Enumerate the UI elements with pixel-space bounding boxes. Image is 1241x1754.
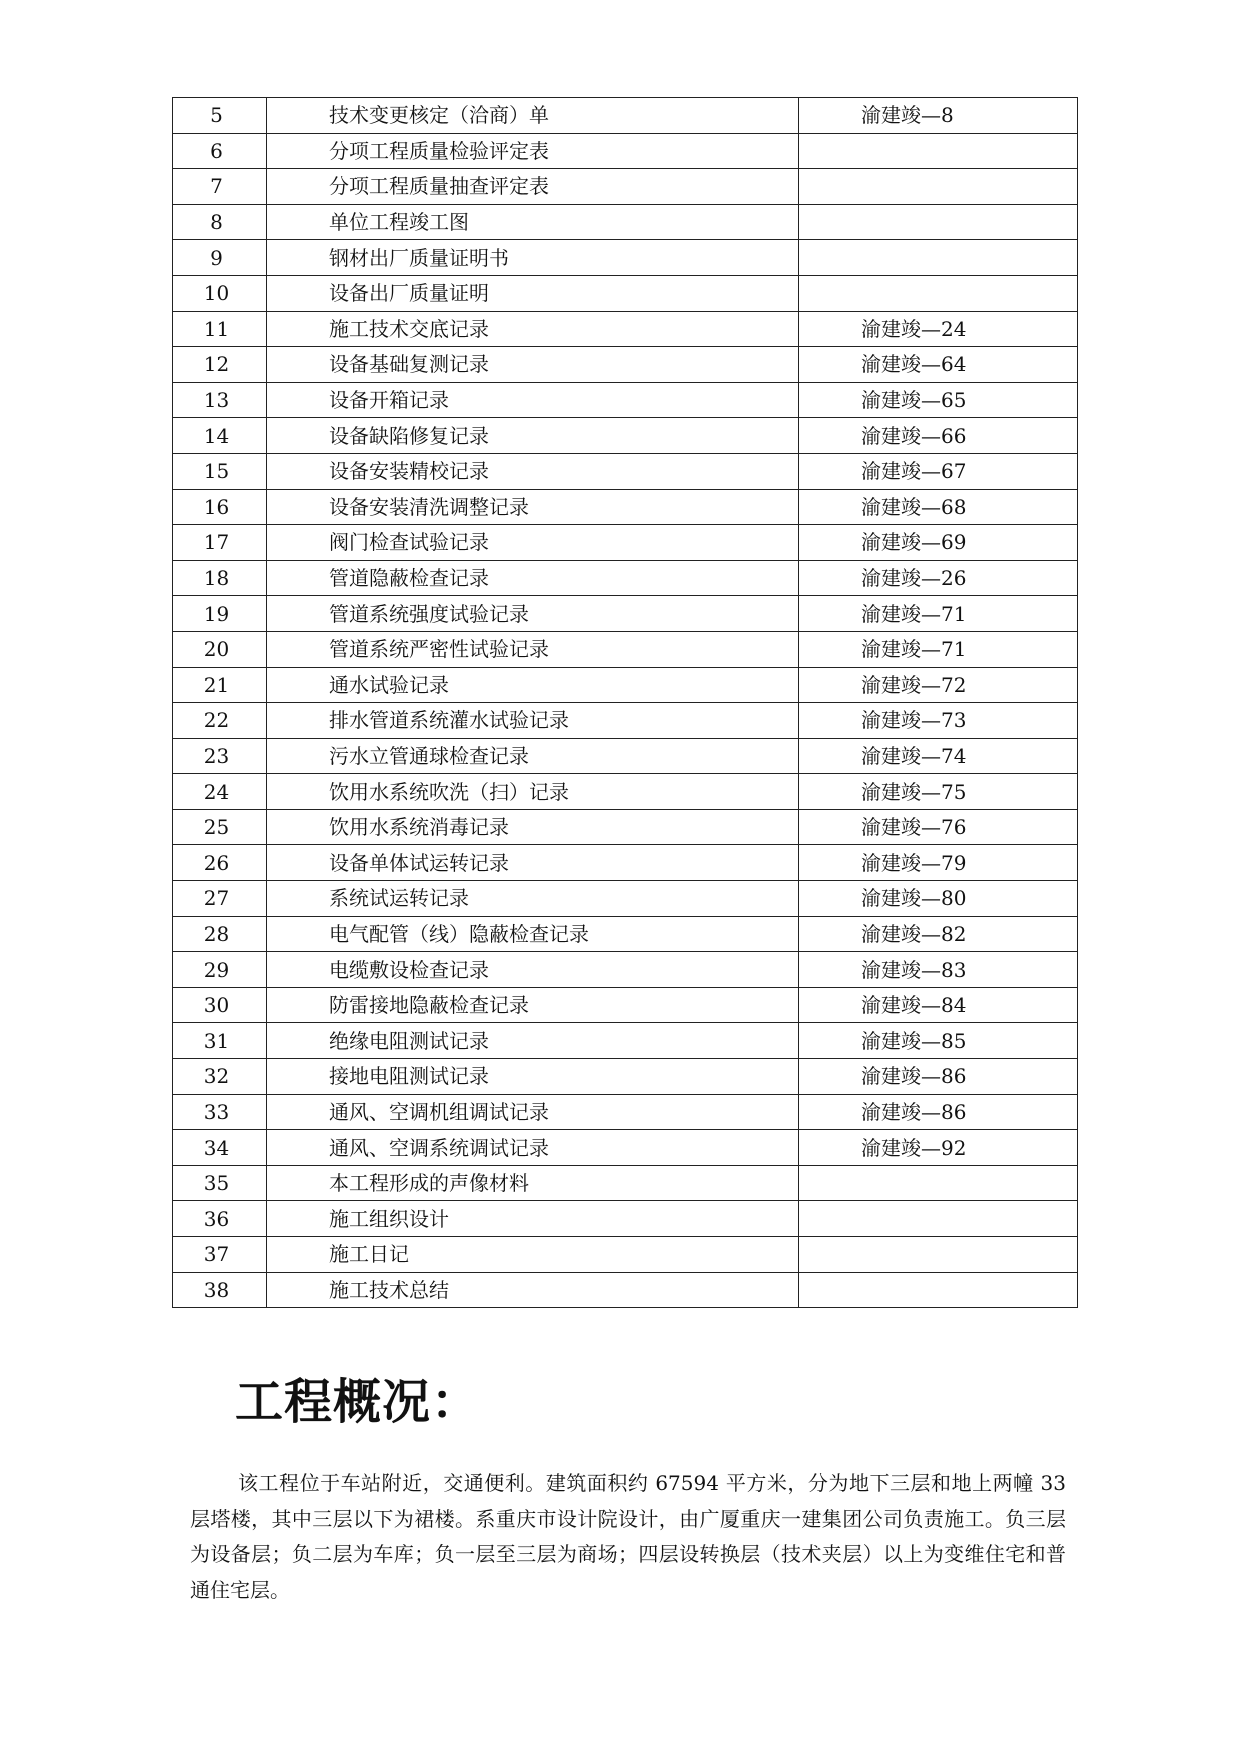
- record-name: 接地电阻测试记录: [267, 1059, 799, 1095]
- row-number: 13: [173, 382, 267, 418]
- form-code: 渝建竣—86: [799, 1094, 1078, 1130]
- form-code: [799, 1237, 1078, 1273]
- form-code: 渝建竣—86: [799, 1059, 1078, 1095]
- record-name: 设备缺陷修复记录: [267, 418, 799, 454]
- table-row: [173, 418, 1078, 454]
- row-number: 29: [173, 952, 267, 988]
- record-name: 排水管道系统灌水试验记录: [267, 703, 799, 739]
- row-number: 36: [173, 1201, 267, 1237]
- form-code: [799, 204, 1078, 240]
- table-row: [173, 489, 1078, 525]
- form-code: 渝建竣—80: [799, 881, 1078, 917]
- record-name: 管道隐蔽检查记录: [267, 560, 799, 596]
- form-code: 渝建竣—65: [799, 382, 1078, 418]
- form-code: 渝建竣—67: [799, 453, 1078, 489]
- row-number: 28: [173, 916, 267, 952]
- form-code: 渝建竣—84: [799, 987, 1078, 1023]
- records-table: [172, 97, 1078, 1308]
- form-code: 渝建竣—85: [799, 1023, 1078, 1059]
- row-number: 5: [173, 98, 267, 134]
- form-code: [799, 275, 1078, 311]
- row-number: 20: [173, 631, 267, 667]
- overview-paragraph: 该工程位于车站附近，交通便利。建筑面积约 67594 平方米，分为地下三层和地上两幢 33 层塔楼，其中三层以下为裙楼。系重庆市设计院设计，由广厦重庆一建集团公司负责施工。负三层为设备层；负二层为车库；负一层至三层为商场；四层设转换层（技术夹层）以上为变维住宅和普通住宅层。: [190, 1471, 1066, 1602]
- row-number: 26: [173, 845, 267, 881]
- record-name: 污水立管通球检查记录: [267, 738, 799, 774]
- row-number: 6: [173, 133, 267, 169]
- table-row: [173, 738, 1078, 774]
- record-name: 系统试运转记录: [267, 881, 799, 917]
- form-code: 渝建竣—82: [799, 916, 1078, 952]
- record-name: 设备开箱记录: [267, 382, 799, 418]
- table-row: [173, 347, 1078, 383]
- record-name: 管道系统严密性试验记录: [267, 631, 799, 667]
- record-name: 设备基础复测记录: [267, 347, 799, 383]
- row-number: 10: [173, 275, 267, 311]
- record-name: 通水试验记录: [267, 667, 799, 703]
- table-row: [173, 98, 1078, 134]
- record-name: 施工技术总结: [267, 1272, 799, 1308]
- form-code: 渝建竣—71: [799, 596, 1078, 632]
- form-code: 渝建竣—75: [799, 774, 1078, 810]
- section-title: 工程概况：: [235, 1374, 481, 1430]
- table-row: [173, 1272, 1078, 1308]
- row-number: 34: [173, 1130, 267, 1166]
- record-name: 饮用水系统吹洗（扫）记录: [267, 774, 799, 810]
- table-row: [173, 1059, 1078, 1095]
- record-name: 技术变更核定（洽商）单: [267, 98, 799, 134]
- record-name: 设备安装精校记录: [267, 453, 799, 489]
- row-number: 33: [173, 1094, 267, 1130]
- table-row: [173, 881, 1078, 917]
- table-row: [173, 1023, 1078, 1059]
- form-code: 渝建竣—24: [799, 311, 1078, 347]
- row-number: 37: [173, 1237, 267, 1273]
- row-number: 14: [173, 418, 267, 454]
- table-row: [173, 631, 1078, 667]
- record-name: 施工技术交底记录: [267, 311, 799, 347]
- row-number: 7: [173, 169, 267, 205]
- record-name: 管道系统强度试验记录: [267, 596, 799, 632]
- form-code: [799, 1272, 1078, 1308]
- form-code: 渝建竣—76: [799, 809, 1078, 845]
- form-code: 渝建竣—79: [799, 845, 1078, 881]
- form-code: [799, 240, 1078, 276]
- record-name: 防雷接地隐蔽检查记录: [267, 987, 799, 1023]
- row-number: 17: [173, 525, 267, 561]
- record-name: 设备安装清洗调整记录: [267, 489, 799, 525]
- table-row: [173, 1201, 1078, 1237]
- form-code: 渝建竣—92: [799, 1130, 1078, 1166]
- table-row: [173, 987, 1078, 1023]
- form-code: [799, 1201, 1078, 1237]
- row-number: 18: [173, 560, 267, 596]
- table-row: [173, 916, 1078, 952]
- row-number: 9: [173, 240, 267, 276]
- form-code: 渝建竣—69: [799, 525, 1078, 561]
- table-row: [173, 311, 1078, 347]
- record-name: 电缆敷设检查记录: [267, 952, 799, 988]
- table-row: [173, 1165, 1078, 1201]
- form-code: 渝建竣—8: [799, 98, 1078, 134]
- table-row: [173, 169, 1078, 205]
- table-row: [173, 1237, 1078, 1273]
- row-number: 15: [173, 453, 267, 489]
- form-code: 渝建竣—71: [799, 631, 1078, 667]
- record-name: 钢材出厂质量证明书: [267, 240, 799, 276]
- table-row: [173, 133, 1078, 169]
- row-number: 38: [173, 1272, 267, 1308]
- row-number: 21: [173, 667, 267, 703]
- form-code: [799, 1165, 1078, 1201]
- table-row: [173, 382, 1078, 418]
- record-name: 设备出厂质量证明: [267, 275, 799, 311]
- record-name: 饮用水系统消毒记录: [267, 809, 799, 845]
- form-code: [799, 169, 1078, 205]
- table-row: [173, 809, 1078, 845]
- record-name: 分项工程质量抽查评定表: [267, 169, 799, 205]
- table-row: [173, 1094, 1078, 1130]
- form-code: 渝建竣—26: [799, 560, 1078, 596]
- form-code: 渝建竣—72: [799, 667, 1078, 703]
- row-number: 23: [173, 738, 267, 774]
- row-number: 11: [173, 311, 267, 347]
- table-row: [173, 453, 1078, 489]
- table-row: [173, 240, 1078, 276]
- records-table-body: [173, 98, 1078, 1308]
- table-row: [173, 1130, 1078, 1166]
- table-row: [173, 596, 1078, 632]
- form-code: [799, 133, 1078, 169]
- row-number: 24: [173, 774, 267, 810]
- row-number: 35: [173, 1165, 267, 1201]
- row-number: 22: [173, 703, 267, 739]
- record-name: 施工日记: [267, 1237, 799, 1273]
- table-row: [173, 774, 1078, 810]
- form-code: 渝建竣—66: [799, 418, 1078, 454]
- table-row: [173, 667, 1078, 703]
- row-number: 25: [173, 809, 267, 845]
- record-name: 绝缘电阻测试记录: [267, 1023, 799, 1059]
- table-row: [173, 560, 1078, 596]
- record-name: 施工组织设计: [267, 1201, 799, 1237]
- record-name: 单位工程竣工图: [267, 204, 799, 240]
- table-row: [173, 204, 1078, 240]
- row-number: 19: [173, 596, 267, 632]
- table-row: [173, 952, 1078, 988]
- row-number: 32: [173, 1059, 267, 1095]
- row-number: 8: [173, 204, 267, 240]
- form-code: 渝建竣—83: [799, 952, 1078, 988]
- form-code: 渝建竣—68: [799, 489, 1078, 525]
- row-number: 30: [173, 987, 267, 1023]
- form-code: 渝建竣—64: [799, 347, 1078, 383]
- table-row: [173, 703, 1078, 739]
- row-number: 27: [173, 881, 267, 917]
- table-row: [173, 275, 1078, 311]
- record-name: 本工程形成的声像材料: [267, 1165, 799, 1201]
- row-number: 16: [173, 489, 267, 525]
- record-name: 分项工程质量检验评定表: [267, 133, 799, 169]
- row-number: 12: [173, 347, 267, 383]
- table-row: [173, 845, 1078, 881]
- row-number: 31: [173, 1023, 267, 1059]
- form-code: 渝建竣—73: [799, 703, 1078, 739]
- record-name: 通风、空调系统调试记录: [267, 1130, 799, 1166]
- record-name: 设备单体试运转记录: [267, 845, 799, 881]
- record-name: 通风、空调机组调试记录: [267, 1094, 799, 1130]
- table-row: [173, 525, 1078, 561]
- record-name: 电气配管（线）隐蔽检查记录: [267, 916, 799, 952]
- form-code: 渝建竣—74: [799, 738, 1078, 774]
- record-name: 阀门检查试验记录: [267, 525, 799, 561]
